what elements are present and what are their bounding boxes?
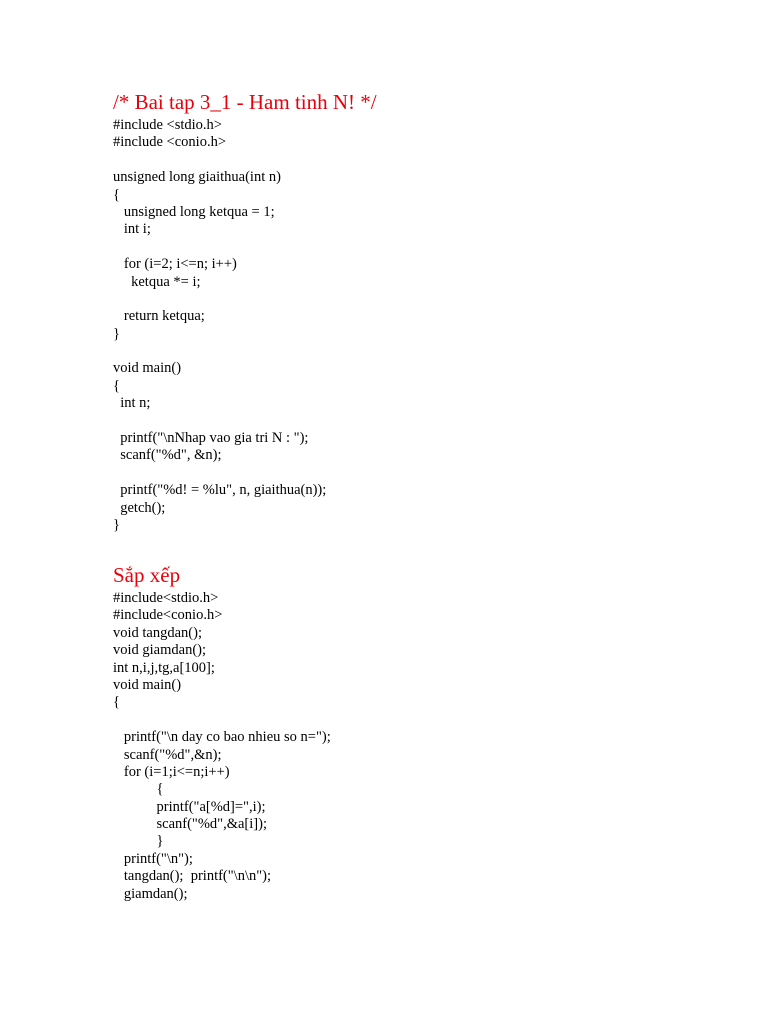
section-heading: Sắp xếp: [113, 563, 181, 587]
code-line: [113, 152, 377, 169]
section-sorting: [113, 561, 331, 903]
code-line: int n,i,j,tg,a[100];: [113, 659, 215, 676]
code-line: [113, 239, 377, 256]
code-line: scanf("%d",&a[i]);: [113, 816, 267, 833]
code-line: printf("\nNhap vao gia tri N : ");: [113, 430, 309, 447]
code-line: #include <stdio.h>: [113, 117, 222, 133]
code-line: unsigned long ketqua = 1;: [113, 203, 275, 220]
code-line: [113, 465, 377, 482]
section-heading: /* Bai tap 3_1 - Ham tinh N! */: [113, 90, 377, 114]
code-line: {: [113, 694, 120, 711]
code-line: #include <conio.h>: [113, 134, 226, 151]
code-line: void main(): [113, 676, 182, 693]
section-factorial: [113, 88, 377, 534]
code-line: scanf("%d", &n);: [113, 447, 222, 464]
code-line: int i;: [113, 221, 151, 238]
code-line: #include<conio.h>: [113, 607, 223, 624]
code-line: {: [113, 186, 120, 203]
code-block: [113, 590, 331, 903]
code-line: unsigned long giaithua(int n): [113, 169, 281, 186]
code-line: [113, 413, 377, 430]
code-line: for (i=1;i<=n;i++): [113, 763, 230, 780]
code-line: giamdan();: [113, 885, 188, 902]
code-line: printf("\n day co bao nhieu so n=");: [113, 729, 331, 746]
code-line: }: [113, 516, 120, 533]
code-line: printf("%d! = %lu", n, giaithua(n));: [113, 482, 327, 499]
code-line: printf("\n");: [113, 850, 193, 867]
code-line: {: [113, 781, 164, 798]
code-block: [113, 117, 377, 534]
code-line: void main(): [113, 360, 182, 377]
code-line: [113, 291, 377, 308]
code-line: }: [113, 833, 164, 850]
code-line: [113, 712, 331, 729]
code-line: {: [113, 377, 120, 394]
code-line: for (i=2; i<=n; i++): [113, 256, 237, 273]
code-line: #include<stdio.h>: [113, 590, 219, 606]
code-line: scanf("%d",&n);: [113, 746, 222, 763]
code-line: tangdan(); printf("\n\n");: [113, 868, 272, 885]
code-line: return ketqua;: [113, 308, 205, 325]
code-line: ketqua *= i;: [113, 273, 201, 290]
code-line: printf("a[%d]=",i);: [113, 798, 266, 815]
code-line: [113, 343, 377, 360]
code-line: int n;: [113, 395, 151, 412]
code-line: getch();: [113, 499, 166, 516]
code-line: }: [113, 325, 120, 342]
code-line: void giamdan();: [113, 642, 207, 659]
code-line: void tangdan();: [113, 624, 202, 641]
